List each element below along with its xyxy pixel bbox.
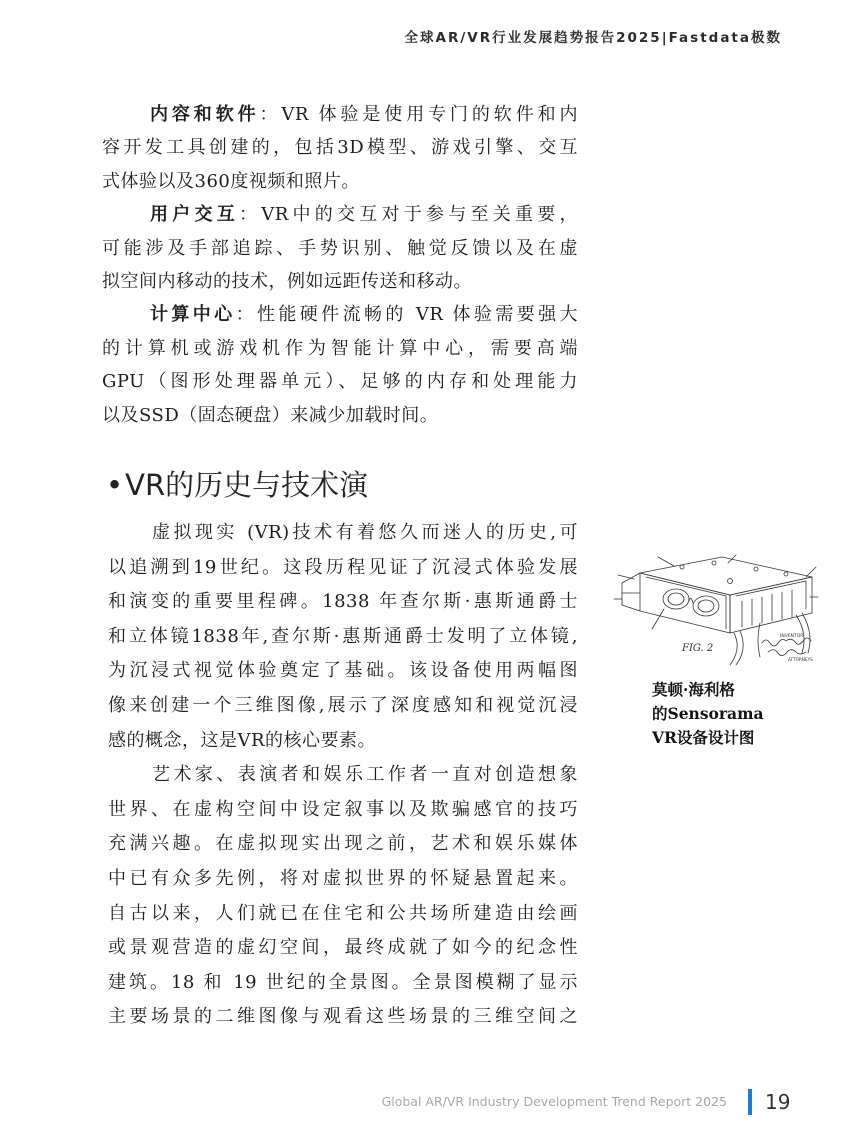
text-line: 中已有众多先例，将对虚拟世界的怀疑悬置起来。 [108, 867, 578, 889]
paragraph-lead: 计算中心 [150, 304, 236, 326]
text-line: 自古以来，人们就已在住宅和公共场所建造由绘画 [108, 902, 578, 924]
page-number: 19 [765, 1090, 791, 1114]
text-line: 主要场景的二维图像与观看这些场景的三维空间之 [108, 1006, 578, 1028]
attorneys-label: ATTORNEYS [788, 657, 813, 662]
left-eyepiece [663, 589, 689, 609]
text-line [102, 198, 578, 231]
text-line: 为沉浸式视觉体验奠定了基础。该设备使用两幅图 [108, 660, 578, 682]
text-line [102, 98, 578, 131]
section-heading [106, 463, 368, 507]
sensorama-patent-drawing [610, 553, 824, 670]
line-text: ：VR 体验是使用专门的软件和内 [259, 104, 579, 125]
text-line: 或景观营造的虚幻空间，最终成就了如今的纪念性 [108, 937, 578, 959]
figure-caption [652, 678, 822, 750]
text-line: 艺术家、表演者和娱乐工作者一直对创造想象 [152, 764, 578, 786]
caption-line: VR设备设计图 [652, 728, 755, 747]
text-line: 以追溯到19世纪。这段历程见证了沉浸式体验发展 [108, 556, 578, 578]
paragraph-user-interaction [102, 198, 578, 298]
device-front-face [640, 573, 730, 633]
text-line: 以及SSD（固态硬盘）来减少加载时间。 [102, 404, 439, 426]
footer-report-title: Global AR/VR Industry Development Trend Report 2025 [381, 1094, 727, 1109]
text-line: 感的概念，这是VR的核心要素。 [108, 729, 377, 751]
paragraph-content-and-software [102, 98, 578, 198]
text-line: 建筑。18 和 19 世纪的全景图。全景图模糊了显示 [108, 971, 578, 993]
heading-text: VR的历史与技术演 [125, 468, 369, 502]
footer-accent-bar [748, 1089, 752, 1115]
line-text: ：VR中的交互对于参与至关重要， [239, 204, 579, 226]
heading-bullet: • [106, 468, 124, 502]
inventor-label: INVENTOR [780, 634, 804, 639]
text-line: 拟空间内移动的技术，例如远距传送和移动。 [102, 270, 472, 292]
caption-line: 的Sensorama [652, 704, 764, 723]
text-line: 像来创建一个三维图像,展示了深度感知和视觉沉浸 [108, 694, 578, 716]
paragraph-computing-hub [102, 298, 578, 432]
text-line: 和立体镜1838年,查尔斯·惠斯通爵士发明了立体镜, [108, 625, 578, 647]
intro-section [102, 98, 578, 432]
text-line: 世界、在虚构空间中设定叙事以及欺骗感官的技巧 [108, 798, 578, 820]
text-line: 虚拟现实 (VR)技术有着悠久而迷人的历史,可 [152, 522, 578, 543]
figure-number-label: FIG. 2 [682, 643, 714, 654]
right-eyepiece [693, 596, 719, 616]
paragraph-vr-history [108, 516, 578, 758]
line-text: ：性能硬件流畅的 VR 体验需要强大 [235, 304, 579, 326]
paragraph-lead: 用户交互 [150, 204, 239, 226]
text-line: 和演变的重要里程碑。1838 年查尔斯·惠斯通爵士 [108, 591, 578, 613]
paragraph-lead: 内容和软件 [150, 104, 260, 125]
paragraph-virtual-worlds [108, 758, 578, 1035]
text-line [102, 298, 578, 331]
history-section [108, 516, 578, 1035]
text-line: 容开发工具创建的，包括3D模型、游戏引擎、交互 [102, 137, 578, 159]
running-header: 全球AR/VR行业发展趋势报告2025|Fastdata极数 [404, 30, 782, 46]
text-line: 的计算机或游戏机作为智能计算中心，需要高端 [102, 337, 578, 359]
caption-line: 莫顿·海利格 [652, 680, 735, 699]
text-line: 充满兴趣。在虚拟现实出现之前，艺术和娱乐媒体 [108, 833, 578, 855]
text-line: GPU（图形处理器单元）、足够的内存和处理能力 [102, 371, 578, 393]
text-line: 式体验以及360度视频和照片。 [102, 170, 360, 192]
support-tube [730, 633, 737, 665]
text-line: 可能涉及手部追踪、手势识别、触觉反馈以及在虚 [102, 237, 578, 259]
